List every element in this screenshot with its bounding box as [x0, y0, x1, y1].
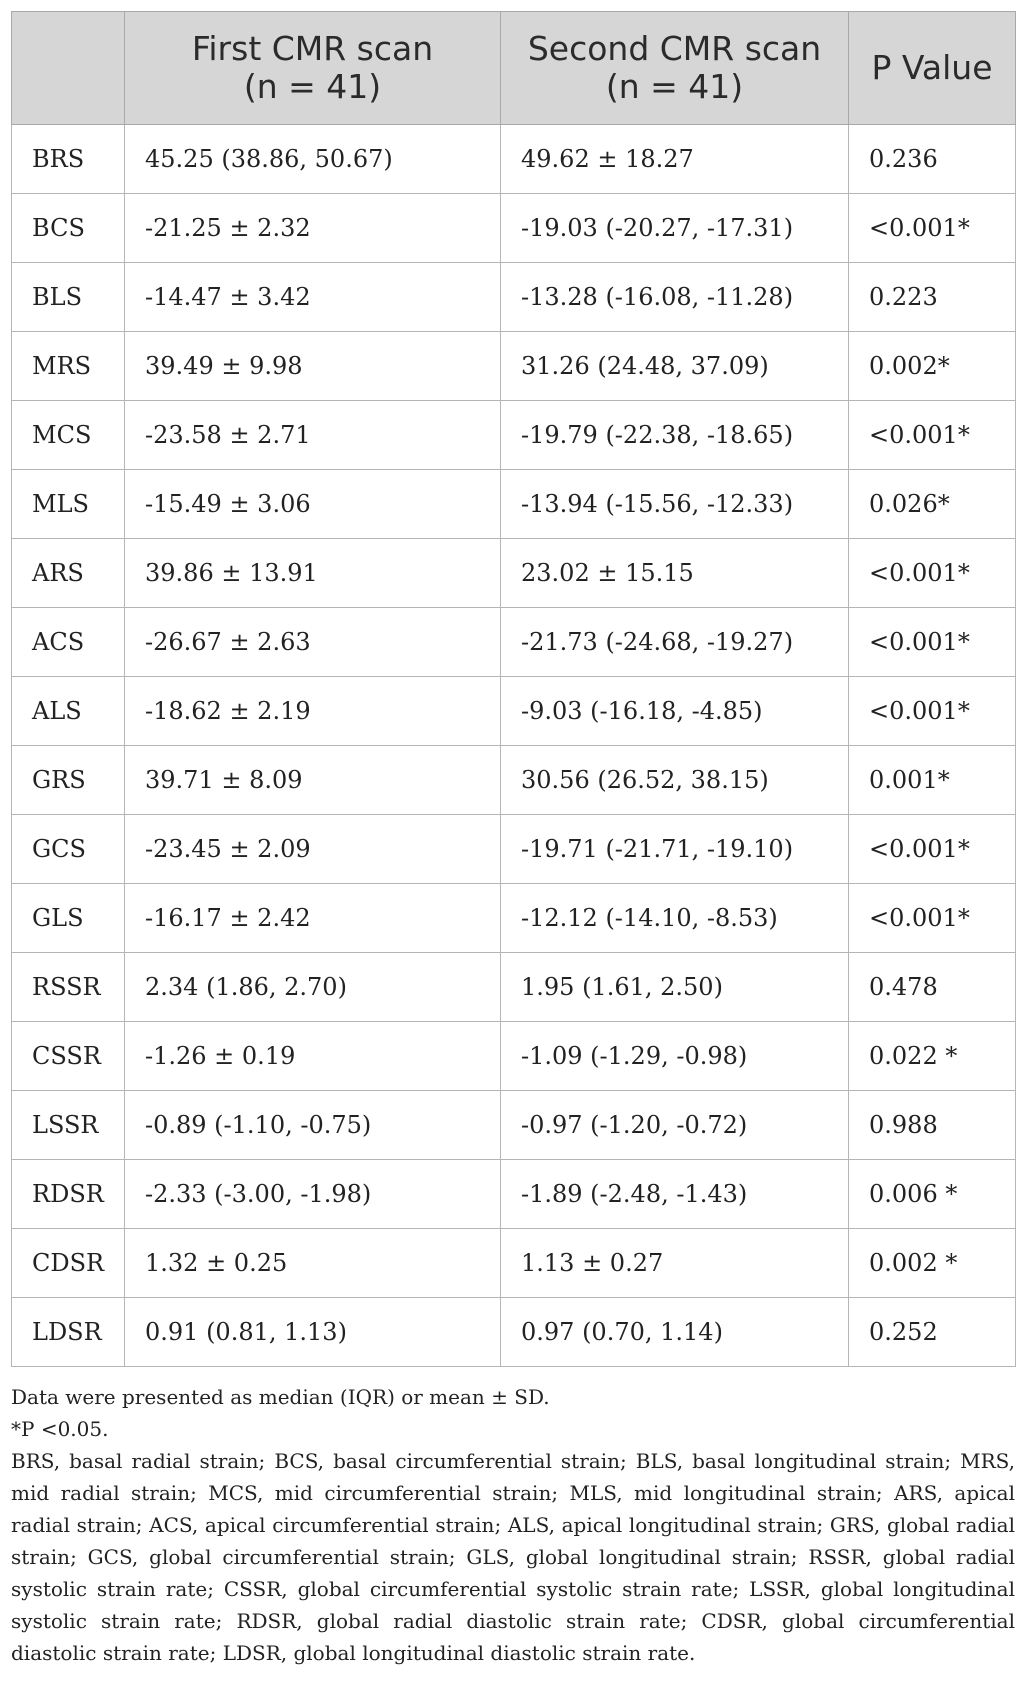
second-scan-cell: 23.02 ± 15.15	[501, 539, 849, 608]
p-value-cell: 0.006 *	[849, 1160, 1016, 1229]
table-row	[12, 1022, 1016, 1091]
p-value-cell: 0.026*	[849, 470, 1016, 539]
parameter-cell: MCS	[12, 401, 125, 470]
table-row	[12, 953, 1016, 1022]
second-scan-cell: -19.79 (-22.38, -18.65)	[501, 401, 849, 470]
parameter-cell: BLS	[12, 263, 125, 332]
table-row	[12, 332, 1016, 401]
table-row	[12, 608, 1016, 677]
p-value-cell: 0.252	[849, 1298, 1016, 1367]
parameter-cell: GCS	[12, 815, 125, 884]
first-scan-cell: 0.91 (0.81, 1.13)	[125, 1298, 501, 1367]
footnote-data-presentation: Data were presented as median (IQR) or mean ± SD.	[11, 1385, 550, 1409]
header-second-scan-n: (n = 41)	[605, 67, 744, 106]
table-row	[12, 815, 1016, 884]
second-scan-cell: 1.95 (1.61, 2.50)	[501, 953, 849, 1022]
table-row	[12, 470, 1016, 539]
second-scan-cell: -1.09 (-1.29, -0.98)	[501, 1022, 849, 1091]
first-scan-cell: -23.58 ± 2.71	[125, 401, 501, 470]
table-container	[11, 11, 1015, 1367]
parameter-cell: RSSR	[12, 953, 125, 1022]
strain-comparison-table	[11, 11, 1016, 1367]
first-scan-cell: -18.62 ± 2.19	[125, 677, 501, 746]
p-value-cell: 0.002 *	[849, 1229, 1016, 1298]
parameter-cell: MLS	[12, 470, 125, 539]
parameter-cell: GLS	[12, 884, 125, 953]
second-scan-cell: -0.97 (-1.20, -0.72)	[501, 1091, 849, 1160]
table-row	[12, 1298, 1016, 1367]
table-row	[12, 1229, 1016, 1298]
header-second-scan-title: Second CMR scan	[527, 29, 822, 68]
first-scan-cell: -15.49 ± 3.06	[125, 470, 501, 539]
p-value-cell: 0.223	[849, 263, 1016, 332]
table-row	[12, 539, 1016, 608]
footnote-significance: *P <0.05.	[11, 1417, 109, 1441]
parameter-cell: LSSR	[12, 1091, 125, 1160]
first-scan-cell: 39.71 ± 8.09	[125, 746, 501, 815]
first-scan-cell: -21.25 ± 2.32	[125, 194, 501, 263]
first-scan-cell: -0.89 (-1.10, -0.75)	[125, 1091, 501, 1160]
second-scan-cell: -19.71 (-21.71, -19.10)	[501, 815, 849, 884]
p-value-cell: <0.001*	[849, 815, 1016, 884]
parameter-cell: BCS	[12, 194, 125, 263]
table-row	[12, 125, 1016, 194]
table-row	[12, 746, 1016, 815]
table-row	[12, 1160, 1016, 1229]
second-scan-cell: 30.56 (26.52, 38.15)	[501, 746, 849, 815]
first-scan-cell: -16.17 ± 2.42	[125, 884, 501, 953]
second-scan-cell: -9.03 (-16.18, -4.85)	[501, 677, 849, 746]
p-value-cell: <0.001*	[849, 539, 1016, 608]
p-value-cell: 0.236	[849, 125, 1016, 194]
header-cell-parameter	[12, 12, 125, 125]
second-scan-cell: -19.03 (-20.27, -17.31)	[501, 194, 849, 263]
table-row	[12, 677, 1016, 746]
table-body	[12, 125, 1016, 1367]
p-value-cell: 0.988	[849, 1091, 1016, 1160]
footnote-abbreviations: BRS, basal radial strain; BCS, basal circumferential strain; BLS, basal longitudinal strain; MRS, mid radial strain; MCS, mid circumferential strain; MLS, mid longitudinal strain; ARS, apical radial strain; ACS, apical circumferential strain; ALS, apical longitudinal strain; GRS, global radial strain; GCS, global circumferential strain; GLS, global longitudinal strain; RSSR, global radial systolic strain rate; CSSR, global circumferential systolic strain rate; LSSR, global longitudinal systolic strain rate; RDSR, global radial diastolic strain rate; CDSR, global circumferential diastolic strain rate; LDSR, global longitudinal diastolic strain rate.	[11, 1449, 1015, 1665]
header-p-value-title: P Value	[871, 48, 993, 87]
second-scan-cell: 0.97 (0.70, 1.14)	[501, 1298, 849, 1367]
second-scan-cell: 31.26 (24.48, 37.09)	[501, 332, 849, 401]
second-scan-cell: -13.28 (-16.08, -11.28)	[501, 263, 849, 332]
header-cell-second-scan	[501, 12, 849, 125]
parameter-cell: ARS	[12, 539, 125, 608]
parameter-cell: MRS	[12, 332, 125, 401]
second-scan-cell: -13.94 (-15.56, -12.33)	[501, 470, 849, 539]
first-scan-cell: -2.33 (-3.00, -1.98)	[125, 1160, 501, 1229]
table-row	[12, 401, 1016, 470]
parameter-cell: LDSR	[12, 1298, 125, 1367]
table-row	[12, 194, 1016, 263]
p-value-cell: <0.001*	[849, 194, 1016, 263]
second-scan-cell: -12.12 (-14.10, -8.53)	[501, 884, 849, 953]
first-scan-cell: -14.47 ± 3.42	[125, 263, 501, 332]
header-first-scan-n: (n = 41)	[243, 67, 382, 106]
p-value-cell: <0.001*	[849, 608, 1016, 677]
p-value-cell: 0.002*	[849, 332, 1016, 401]
parameter-cell: GRS	[12, 746, 125, 815]
table-row	[12, 263, 1016, 332]
p-value-cell: <0.001*	[849, 884, 1016, 953]
parameter-cell: ALS	[12, 677, 125, 746]
table-row	[12, 1091, 1016, 1160]
first-scan-cell: -26.67 ± 2.63	[125, 608, 501, 677]
first-scan-cell: -23.45 ± 2.09	[125, 815, 501, 884]
p-value-cell: 0.478	[849, 953, 1016, 1022]
p-value-cell: 0.022 *	[849, 1022, 1016, 1091]
first-scan-cell: -1.26 ± 0.19	[125, 1022, 501, 1091]
parameter-cell: BRS	[12, 125, 125, 194]
table-footnotes	[11, 1381, 1015, 1669]
header-cell-p-value	[849, 12, 1016, 125]
header-row	[12, 12, 1016, 125]
first-scan-cell: 39.86 ± 13.91	[125, 539, 501, 608]
parameter-cell: RDSR	[12, 1160, 125, 1229]
parameter-cell: CSSR	[12, 1022, 125, 1091]
first-scan-cell: 39.49 ± 9.98	[125, 332, 501, 401]
parameter-cell: ACS	[12, 608, 125, 677]
second-scan-cell: 49.62 ± 18.27	[501, 125, 849, 194]
header-first-scan-title: First CMR scan	[191, 29, 434, 68]
second-scan-cell: -21.73 (-24.68, -19.27)	[501, 608, 849, 677]
second-scan-cell: -1.89 (-2.48, -1.43)	[501, 1160, 849, 1229]
table-header	[12, 12, 1016, 125]
parameter-cell: CDSR	[12, 1229, 125, 1298]
table-row	[12, 884, 1016, 953]
p-value-cell: <0.001*	[849, 401, 1016, 470]
first-scan-cell: 45.25 (38.86, 50.67)	[125, 125, 501, 194]
first-scan-cell: 1.32 ± 0.25	[125, 1229, 501, 1298]
first-scan-cell: 2.34 (1.86, 2.70)	[125, 953, 501, 1022]
header-cell-first-scan	[125, 12, 501, 125]
second-scan-cell: 1.13 ± 0.27	[501, 1229, 849, 1298]
p-value-cell: 0.001*	[849, 746, 1016, 815]
p-value-cell: <0.001*	[849, 677, 1016, 746]
